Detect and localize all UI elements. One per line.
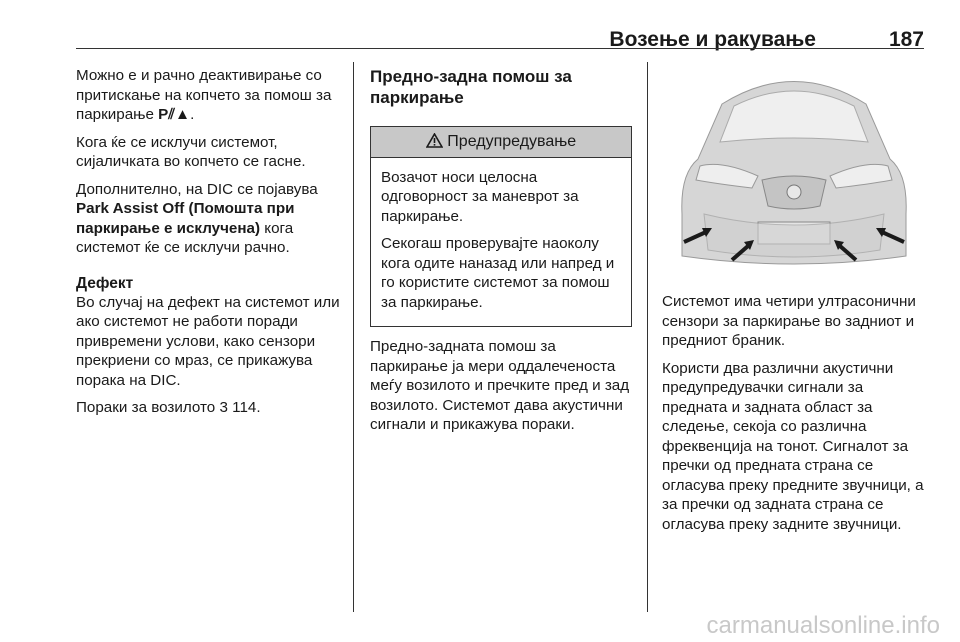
page-reference[interactable]: 114. [227, 399, 261, 416]
paragraph: Кога ќе се исклучи системот, сијаличката во копчето се гасне. [76, 133, 306, 170]
paragraph [76, 398, 344, 418]
paragraph: Возачот носи целосна одговорност за маневрот за паркирање. [381, 168, 579, 225]
header-title: Возење и ракување [609, 28, 816, 51]
paragraph [76, 180, 344, 258]
car-front-illustration [662, 64, 926, 276]
paragraph-text: Дополнително, на DIC се појавува [76, 180, 318, 198]
paragraph [76, 66, 344, 125]
paragraph: Користи два различни акустични предупредувачки сигнали за предната и задната област за следење, секоја со различна фреквенција на тонот. Сигналот за пречки од предната страна се огласува преку предните звучници, а за пречки од задната страна се огласува преку задните звучници. [662, 359, 924, 533]
paragraph: Предно-задната помош за паркирање ја мери оддалеченоста меѓу возилото и пречките пред и зад возилото. Системот дава акустични сигнали и прикажува пораки. [370, 338, 630, 433]
warning-header [371, 127, 631, 158]
column-2 [370, 66, 634, 443]
paragraph-text: Пораки за возилото [76, 399, 220, 416]
paragraph: Во случај на дефект на системот или ако системот не работи поради привремени услови, како сензори прекриени со мраз, се прикажува порака на DIC. [76, 293, 340, 389]
column-divider-1 [353, 62, 354, 612]
warning-triangle-icon [426, 133, 443, 148]
warning-title: Предупредување [447, 133, 577, 150]
header-rule [76, 48, 924, 49]
park-assist-symbol-icon: P⫽▲ [158, 106, 191, 123]
section-heading: Дефект [76, 274, 134, 292]
warning-body [371, 158, 631, 327]
page-number: 187 [888, 28, 924, 51]
warning-box [370, 126, 632, 327]
paragraph: Системот има четири ултрасонични сензори за паркирање во задниот и предниот браник. [662, 293, 916, 349]
dic-message: Park Assist Off (Помошта при паркирање е исклучена) [76, 200, 295, 237]
column-divider-2 [647, 62, 648, 612]
paragraph-text: кога системот ќе се исклучи рачно. [76, 219, 294, 256]
section-heading: Предно-задна помош за паркирање [370, 67, 572, 107]
paragraph: Секогаш проверувајте наоколу кога одите наназад или напред и го користите системот за помош за паркирање. [381, 235, 615, 311]
page-reference-icon: 3 [219, 399, 228, 416]
column-3 [662, 292, 926, 542]
watermark: carmanualsonline.info [706, 612, 940, 639]
paragraph-text: . [190, 106, 195, 123]
paragraph-text: Можно е и рачно деактивирање со притискање на копчето за помош за паркирање [76, 67, 332, 123]
column-1 [76, 66, 344, 426]
